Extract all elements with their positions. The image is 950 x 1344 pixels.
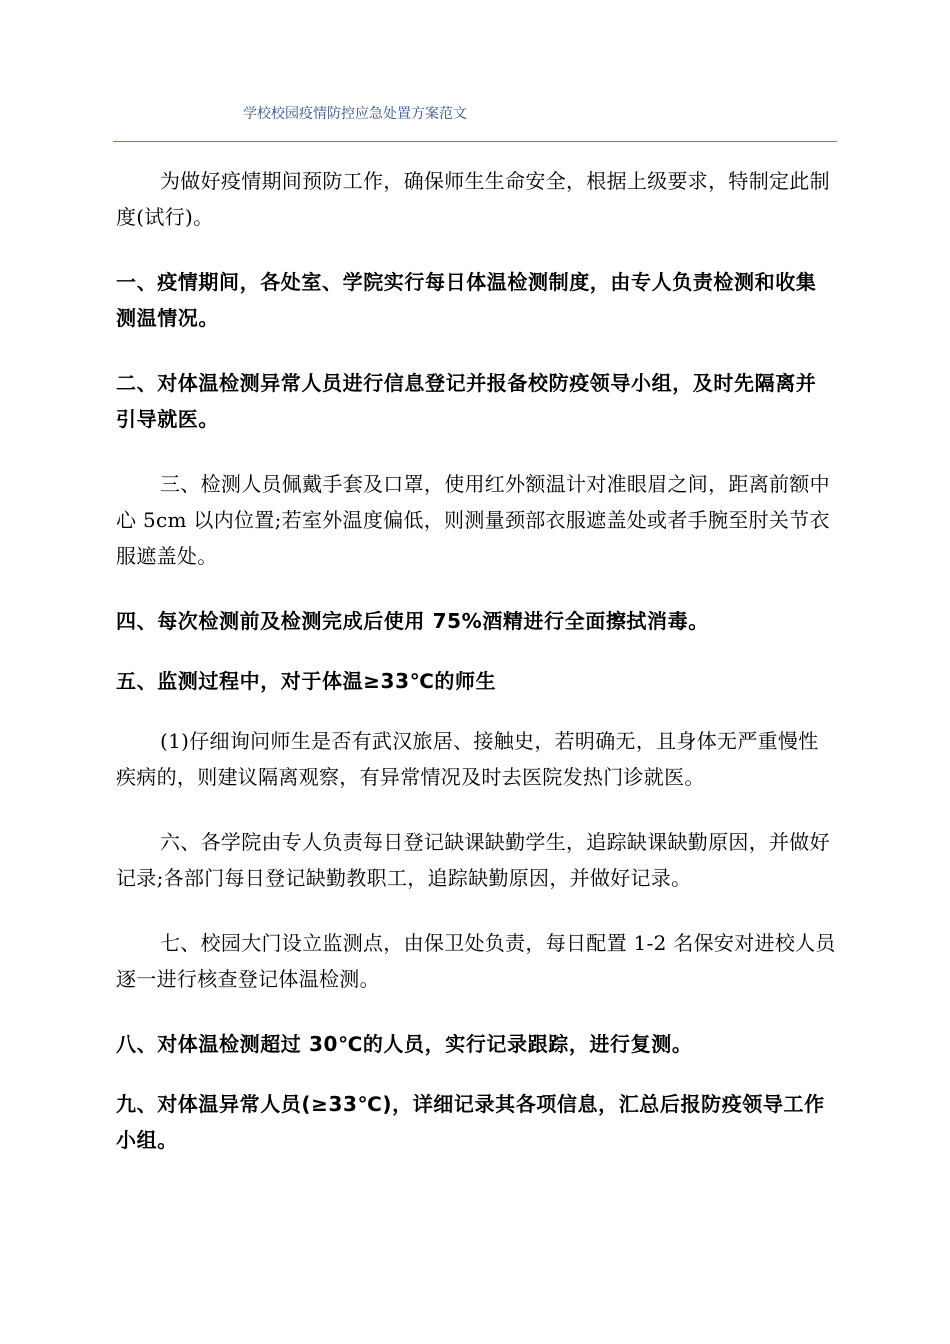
document-body	[116, 163, 836, 1187]
item-6-paragraph: 六、各学院由专人负责每日登记缺课缺勤学生，追踪缺课缺勤原因，并做好记录;各部门每日登记缺勤教职工，追踪缺勤原因，并做好记录。	[116, 830, 830, 890]
item-5-sub-1-paragraph: (1)仔细询问师生是否有武汉旅居、接触史，若明确无，且身体无严重慢性疾病的，则建议隔离观察，有异常情况及时去医院发热门诊就医。	[116, 729, 819, 789]
item-2-paragraph: 二、对体温检测异常人员进行信息登记并报备校防疫领导小组，及时先隔离并引导就医。	[116, 371, 817, 431]
intro-paragraph: 为做好疫情期间预防工作，确保师生生命安全，根据上级要求，特制定此制度(试行)。	[116, 169, 830, 229]
item-4-paragraph: 四、每次检测前及检测完成后使用 75%酒精进行全面擦拭消毒。	[116, 609, 709, 633]
document-header-title: 学校校园疫情防控应急处置方案范文	[243, 106, 467, 122]
item-1-paragraph: 一、疫情期间，各处室、学院实行每日体温检测制度，由专人负责检测和收集测温情况。	[116, 270, 817, 330]
item-8-paragraph: 八、对体温检测超过 30℃的人员，实行记录跟踪，进行复测。	[116, 1032, 693, 1056]
item-3-paragraph: 三、检测人员佩戴手套及口罩，使用红外额温计对准眼眉之间，距离前额中心 5cm 以内位置;若室外温度偏低，则测量颈部衣服遮盖处或者手腕至肘关节衣服遮盖处。	[116, 472, 830, 568]
header-divider	[113, 141, 837, 142]
item-9-paragraph: 九、对体温异常人员(≥33℃)，详细记录其各项信息，汇总后报防疫领导工作小组。	[116, 1092, 825, 1152]
item-7-paragraph: 七、校园大门设立监测点，由保卫处负责，每日配置 1-2 名保安对进校人员逐一进行核查登记体温检测。	[116, 931, 836, 991]
item-5-paragraph: 五、监测过程中，对于体温≥33℃的师生	[116, 669, 497, 693]
